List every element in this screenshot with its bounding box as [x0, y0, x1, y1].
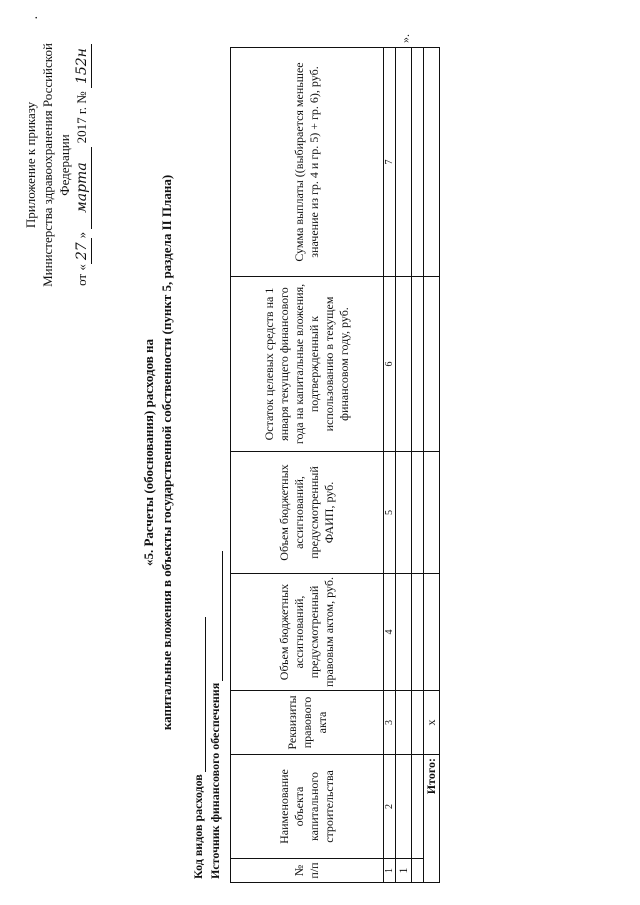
calculation-table — [230, 47, 440, 883]
header-cell-object-name: Наименование объекта капитального строительства — [231, 755, 384, 859]
table-cell — [396, 452, 412, 574]
approval-month: марта — [74, 147, 92, 229]
table-cell — [396, 574, 412, 691]
title-line-1: «5. Расчеты (обоснования) расходов на — [141, 338, 156, 567]
table-cell — [424, 574, 440, 691]
funding-source-field — [208, 551, 223, 879]
table-cell — [412, 452, 424, 574]
approval-number: 152н — [74, 44, 92, 88]
column-number: 2 — [384, 755, 396, 859]
table-row — [412, 48, 424, 883]
approval-block — [22, 15, 92, 315]
table-cell — [424, 452, 440, 574]
funding-source-label: Источник финансового обеспечения — [208, 682, 222, 879]
table-cell — [412, 277, 424, 452]
column-number: 3 — [384, 691, 396, 755]
column-number: 7 — [384, 48, 396, 277]
table-cell — [412, 48, 424, 277]
table-cell — [396, 48, 412, 277]
table-row — [396, 48, 412, 883]
header-cell-number: № п/п — [231, 859, 384, 883]
approval-line-3: от «27» марта 2017 г. № 152н — [73, 15, 92, 315]
title-line-2: капитальные вложения в объекты государственной собственности (пункт 5, раздела II Плана) — [159, 174, 174, 731]
column-number: 1 — [384, 859, 396, 883]
total-col3-mark: x — [424, 691, 440, 755]
table-cell — [412, 859, 424, 883]
table-cell — [396, 277, 412, 452]
table-cell — [396, 755, 412, 859]
column-number-row — [384, 48, 396, 883]
column-number: 5 — [384, 452, 396, 574]
header-cell-payment-sum: Сумма выплаты ((выбирается меньшее значение из гр. 4 и гр. 5) + гр. 6), руб. — [231, 48, 384, 277]
expense-code-blank — [194, 617, 206, 772]
funding-source-blank — [211, 551, 223, 681]
approval-line-2: Министерства здравоохранения Российской Федерации — [40, 43, 72, 287]
header-cell-legal-act: Реквизиты правового акта — [231, 691, 384, 755]
table-cell — [412, 755, 424, 859]
table-cell — [424, 48, 440, 277]
approval-day: 27 — [74, 238, 92, 264]
total-row — [424, 48, 440, 883]
column-number: 4 — [384, 574, 396, 691]
header-cell-act-amount: Объем бюджетных ассигнований, предусмотренный правовым актом, руб. — [231, 574, 384, 691]
approval-line-1: Приложение к приказу — [23, 101, 38, 229]
row-number: 1 — [396, 859, 412, 883]
table-cell — [424, 277, 440, 452]
table-cell — [412, 691, 424, 755]
expense-code-label: Код видов расходов — [191, 774, 205, 879]
total-label: Итого: — [424, 755, 440, 883]
expense-code-field — [191, 617, 206, 879]
scan-mark: · — [30, 15, 45, 20]
section-title — [140, 100, 176, 805]
column-number: 6 — [384, 277, 396, 452]
header-cell-remaining-funds: Остаток целевых средств на 1 января текущего финансового года на капитальные вложения, подтвержденный к использованию в текущем финансовом году, руб. — [231, 277, 384, 452]
table-cell — [396, 691, 412, 755]
header-cell-faip-amount: Объем бюджетных ассигнований, предусмотренный ФАИП, руб. — [231, 452, 384, 574]
table-cell — [412, 574, 424, 691]
closing-quote: ». — [398, 34, 412, 43]
